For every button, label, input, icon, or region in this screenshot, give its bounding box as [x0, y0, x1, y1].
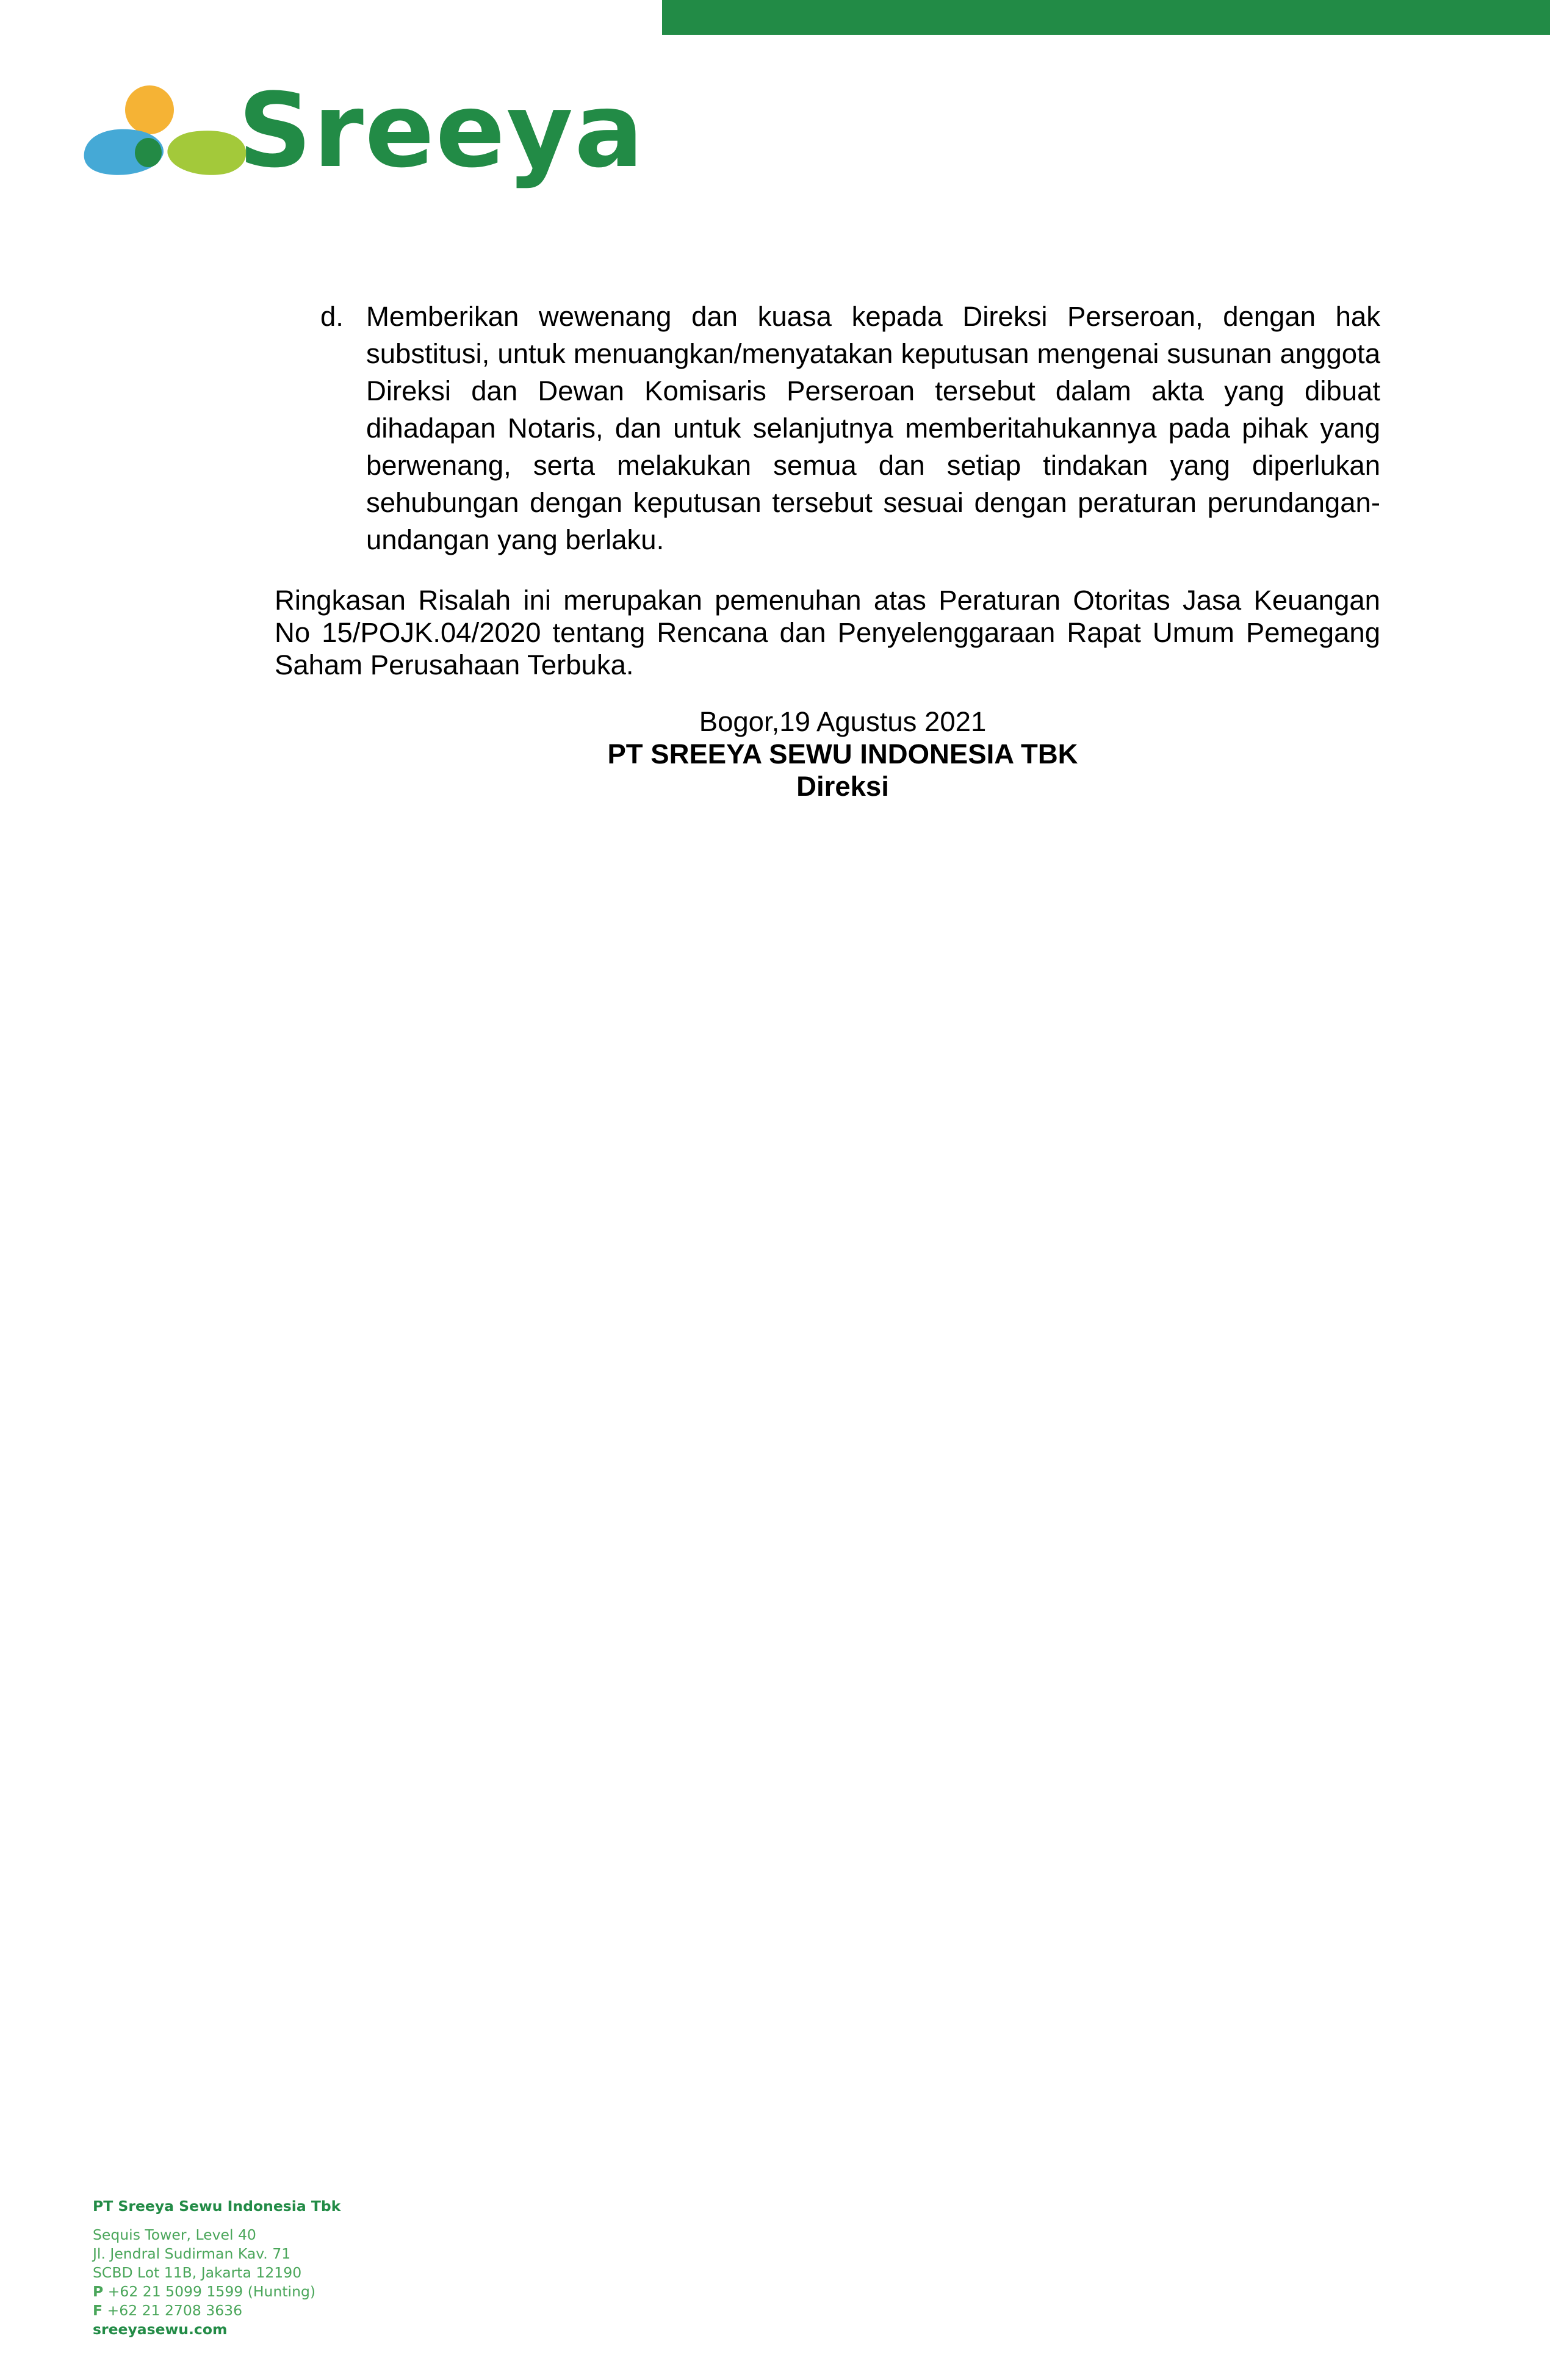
logo-sun-circle: [125, 85, 174, 134]
footer-phone: [93, 2282, 340, 2301]
footer-contact: [93, 2197, 340, 2339]
closing-paragraph: Ringkasan Risalah ini merupakan pemenuhan atas Peraturan Otoritas Jasa Keuangan No 15/POJK.04/2020 tentang Rencana dan Penyelenggaraan Rapat Umum Pemegang Saham Perusahaan Terbuka.: [275, 585, 1380, 680]
logo-icon: [82, 84, 259, 182]
fax-label: F: [93, 2302, 103, 2319]
fax-number: +62 21 2708 3636: [107, 2302, 243, 2319]
phone-label: P: [93, 2283, 104, 2300]
document-body: [275, 298, 1380, 802]
footer-address-line2: Jl. Jendral Sudirman Kav. 71: [93, 2245, 291, 2262]
footer-company: PT Sreeya Sewu Indonesia Tbk: [93, 2198, 341, 2215]
company-logo: [82, 71, 645, 200]
phone-number: +62 21 5099 1599 (Hunting): [107, 2283, 316, 2300]
list-item-text: Memberikan wewenang dan kuasa kepada Direksi Perseroan, dengan hak substitusi, untuk menuangkan/menyatakan keputusan mengenai susunan anggota Direksi dan Dewan Komisaris Perseroan tersebut dalam akta yang dibuat dihadapan Notaris, dan untuk selanjutnya memberitahukannya pada pihak yang berwenang, serta melakukan semua dan setiap tindakan yang diperlukan sehubungan dengan keputusan tersebut sesuai dengan peraturan perundangan-undangan yang berlaku.: [366, 301, 1380, 555]
logo-center-drop: [135, 138, 162, 167]
footer-address-line1: Sequis Tower, Level 40: [93, 2226, 256, 2243]
signatory-title: Direksi: [796, 771, 889, 802]
footer-website: sreeyasewu.com: [93, 2321, 228, 2338]
footer-address-line3: SCBD Lot 11B, Jakarta 12190: [93, 2264, 302, 2281]
company-name: PT SREEYA SEWU INDONESIA TBK: [607, 738, 1078, 770]
logo-lime-leaf: [167, 131, 246, 175]
logo-wordmark: Sreeya: [238, 71, 645, 190]
header-accent-bar: [662, 0, 1550, 35]
list-item-d: [275, 298, 1380, 558]
list-marker: d.: [320, 301, 344, 332]
footer-fax: [93, 2301, 340, 2320]
place-date: Bogor,19 Agustus 2021: [699, 706, 987, 737]
signature-block: [275, 705, 1380, 802]
